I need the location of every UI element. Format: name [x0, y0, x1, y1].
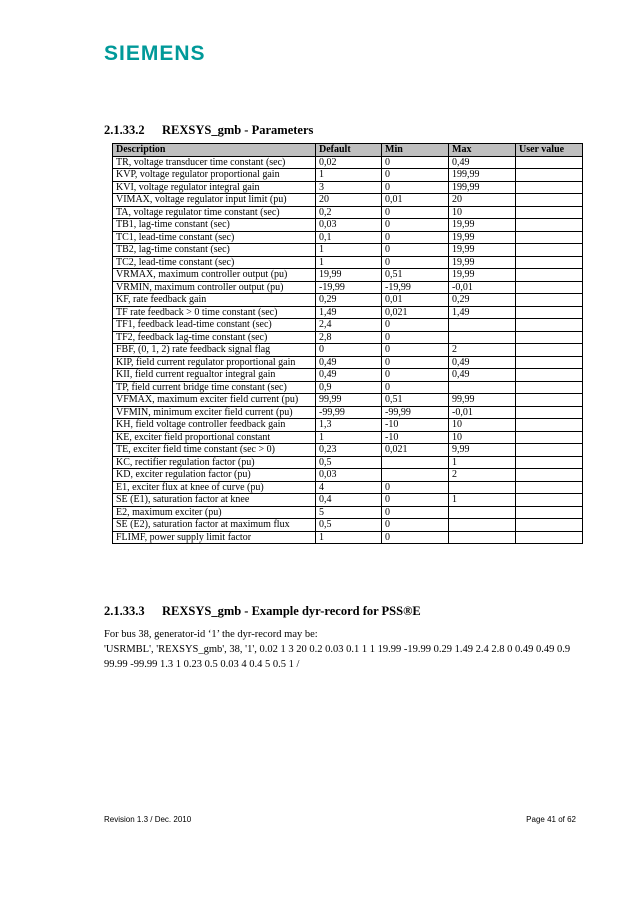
cell-description: VIMAX, voltage regulator input limit (pu) [113, 194, 316, 207]
cell-default: 0,49 [316, 369, 382, 382]
table-row [113, 469, 583, 482]
cell-description: TF1, feedback lead-time constant (sec) [113, 319, 316, 332]
table-row [113, 519, 583, 532]
cell-min: -10 [382, 419, 449, 432]
cell-max: 1 [449, 456, 516, 469]
cell-user-value [516, 444, 583, 457]
cell-user-value [516, 219, 583, 232]
cell-max: 2 [449, 469, 516, 482]
cell-description: VFMIN, minimum exciter field current (pu) [113, 406, 316, 419]
cell-default: 1 [316, 244, 382, 257]
cell-default: 5 [316, 506, 382, 519]
table-row [113, 431, 583, 444]
table-body [113, 156, 583, 544]
cell-default: 0,29 [316, 294, 382, 307]
cell-description: E2, maximum exciter (pu) [113, 506, 316, 519]
cell-user-value [516, 419, 583, 432]
cell-min [382, 456, 449, 469]
cell-default: 3 [316, 181, 382, 194]
cell-user-value [516, 431, 583, 444]
cell-user-value [516, 369, 583, 382]
cell-max: 10 [449, 431, 516, 444]
cell-default: 1,49 [316, 306, 382, 319]
table-row [113, 506, 583, 519]
table-row [113, 194, 583, 207]
cell-max: 19,99 [449, 269, 516, 282]
parameters-table [112, 143, 583, 544]
cell-description: TC1, lead-time constant (sec) [113, 231, 316, 244]
cell-default: 0,9 [316, 381, 382, 394]
cell-max: 19,99 [449, 256, 516, 269]
cell-max: 0,49 [449, 356, 516, 369]
table-row [113, 281, 583, 294]
cell-min: -10 [382, 431, 449, 444]
cell-user-value [516, 281, 583, 294]
cell-user-value [516, 344, 583, 357]
cell-description: TE, exciter field time constant (sec > 0) [113, 444, 316, 457]
cell-max: 99,99 [449, 394, 516, 407]
cell-description: VRMIN, maximum controller output (pu) [113, 281, 316, 294]
cell-min: 0 [382, 206, 449, 219]
cell-min: 0 [382, 369, 449, 382]
cell-user-value [516, 294, 583, 307]
cell-user-value [516, 156, 583, 169]
table-row [113, 344, 583, 357]
cell-description: KH, field voltage controller feedback gain [113, 419, 316, 432]
cell-min: 0 [382, 356, 449, 369]
cell-default: 20 [316, 194, 382, 207]
table-row [113, 419, 583, 432]
cell-max [449, 531, 516, 544]
cell-min: 0 [382, 519, 449, 532]
cell-default: 1 [316, 169, 382, 182]
cell-default: 0 [316, 344, 382, 357]
cell-max: 10 [449, 419, 516, 432]
cell-default: 1 [316, 531, 382, 544]
cell-min: 0 [382, 181, 449, 194]
cell-default: 0,5 [316, 456, 382, 469]
cell-min: 0 [382, 344, 449, 357]
cell-user-value [516, 356, 583, 369]
cell-description: TA, voltage regulator time constant (sec) [113, 206, 316, 219]
cell-user-value [516, 206, 583, 219]
cell-default: -19,99 [316, 281, 382, 294]
cell-description: KF, rate feedback gain [113, 294, 316, 307]
cell-user-value [516, 331, 583, 344]
table-row [113, 219, 583, 232]
table-row [113, 394, 583, 407]
cell-min: 0 [382, 231, 449, 244]
cell-min: 0,021 [382, 306, 449, 319]
cell-user-value [516, 506, 583, 519]
cell-user-value [516, 244, 583, 257]
table-header-row [113, 144, 583, 157]
cell-user-value [516, 456, 583, 469]
cell-default: 0,5 [316, 519, 382, 532]
cell-description: KVP, voltage regulator proportional gain [113, 169, 316, 182]
dyr-record: 'USRMBL', 'REXSYS_gmb', 38, '1', 0.02 1 3 20 0.2 0.03 0.1 1 1 19.99 -19.99 0.29 1.49 2.4 2.8 0 0.49 0.49 0.9 99.99 -99.99 1.3 1 0.23 0.5 0.03 4 0.4 5 0.5 1 / [104, 644, 571, 670]
cell-description: TP, field current bridge time constant (sec) [113, 381, 316, 394]
section-heading-example [104, 604, 421, 619]
table-row [113, 381, 583, 394]
cell-default: 0,03 [316, 219, 382, 232]
cell-description: KC, rectifier regulation factor (pu) [113, 456, 316, 469]
cell-description: SE (E1), saturation factor at knee [113, 494, 316, 507]
cell-user-value [516, 256, 583, 269]
cell-min: 0 [382, 381, 449, 394]
cell-user-value [516, 194, 583, 207]
cell-user-value [516, 181, 583, 194]
cell-default: 0,49 [316, 356, 382, 369]
section-number: 2.1.33.2 [104, 123, 145, 137]
table-row [113, 494, 583, 507]
cell-description: E1, exciter flux at knee of curve (pu) [113, 481, 316, 494]
cell-min: 0 [382, 169, 449, 182]
cell-description: FLIMF, power supply limit factor [113, 531, 316, 544]
cell-description: SE (E2), saturation factor at maximum flux [113, 519, 316, 532]
table-row [113, 206, 583, 219]
cell-default: 0,02 [316, 156, 382, 169]
cell-default: 0,4 [316, 494, 382, 507]
cell-min: 0,01 [382, 194, 449, 207]
cell-max: 0,49 [449, 156, 516, 169]
cell-user-value [516, 306, 583, 319]
cell-min: 0 [382, 494, 449, 507]
column-header-max: Max [449, 144, 516, 157]
cell-default: 1 [316, 256, 382, 269]
cell-user-value [516, 406, 583, 419]
cell-min: 0,021 [382, 444, 449, 457]
cell-default: 2,8 [316, 331, 382, 344]
cell-min: -99,99 [382, 406, 449, 419]
cell-default: 1,3 [316, 419, 382, 432]
table-row [113, 269, 583, 282]
cell-min: 0 [382, 219, 449, 232]
cell-user-value [516, 469, 583, 482]
cell-max: 19,99 [449, 231, 516, 244]
cell-description: TB2, lag-time constant (sec) [113, 244, 316, 257]
table-row [113, 356, 583, 369]
table-row [113, 444, 583, 457]
cell-default: 99,99 [316, 394, 382, 407]
cell-max [449, 331, 516, 344]
cell-user-value [516, 231, 583, 244]
cell-description: TC2, lead-time constant (sec) [113, 256, 316, 269]
cell-description: FBF, (0, 1, 2) rate feedback signal flag [113, 344, 316, 357]
cell-max: -0,01 [449, 281, 516, 294]
cell-default: 0,03 [316, 469, 382, 482]
cell-user-value [516, 394, 583, 407]
column-header-default: Default [316, 144, 382, 157]
section-title: REXSYS_gmb - Example dyr-record for PSS®E [162, 604, 421, 618]
table-row [113, 406, 583, 419]
cell-min: 0 [382, 244, 449, 257]
cell-max [449, 319, 516, 332]
cell-default: 0,1 [316, 231, 382, 244]
cell-max: 199,99 [449, 181, 516, 194]
cell-description: TR, voltage transducer time constant (sec) [113, 156, 316, 169]
cell-min: 0 [382, 531, 449, 544]
cell-description: KVI, voltage regulator integral gain [113, 181, 316, 194]
cell-user-value [516, 169, 583, 182]
column-header-min: Min [382, 144, 449, 157]
cell-min: 0,01 [382, 294, 449, 307]
cell-max: 19,99 [449, 244, 516, 257]
cell-default: 4 [316, 481, 382, 494]
section-title: REXSYS_gmb - Parameters [162, 123, 314, 137]
section-number: 2.1.33.3 [104, 604, 145, 618]
column-header-description: Description [113, 144, 316, 157]
cell-min: -19,99 [382, 281, 449, 294]
table-row [113, 319, 583, 332]
cell-min: 0,51 [382, 269, 449, 282]
table-row [113, 306, 583, 319]
cell-min: 0 [382, 256, 449, 269]
footer-page-number: Page 41 of 62 [526, 815, 576, 824]
cell-max: 9,99 [449, 444, 516, 457]
cell-default: 2,4 [316, 319, 382, 332]
cell-max: 2 [449, 344, 516, 357]
cell-max: 20 [449, 194, 516, 207]
cell-min: 0,51 [382, 394, 449, 407]
cell-min: 0 [382, 331, 449, 344]
cell-description: KIP, field current regulator proportional gain [113, 356, 316, 369]
cell-max: 1 [449, 494, 516, 507]
cell-default: 1 [316, 431, 382, 444]
cell-user-value [516, 494, 583, 507]
cell-max: 0,49 [449, 369, 516, 382]
cell-min: 0 [382, 319, 449, 332]
table-row [113, 481, 583, 494]
table-row [113, 169, 583, 182]
cell-user-value [516, 519, 583, 532]
cell-description: TB1, lag-time constant (sec) [113, 219, 316, 232]
column-header-user-value: User value [516, 144, 583, 157]
table-row [113, 294, 583, 307]
cell-max: 10 [449, 206, 516, 219]
cell-max [449, 519, 516, 532]
section-heading-parameters [104, 123, 313, 138]
table-row [113, 456, 583, 469]
cell-user-value [516, 531, 583, 544]
table-row [113, 231, 583, 244]
cell-description: KE, exciter field proportional constant [113, 431, 316, 444]
cell-max: -0,01 [449, 406, 516, 419]
cell-description: TF2, feedback lag-time constant (sec) [113, 331, 316, 344]
cell-default: 0,23 [316, 444, 382, 457]
cell-user-value [516, 381, 583, 394]
cell-max [449, 506, 516, 519]
cell-max [449, 381, 516, 394]
cell-max [449, 481, 516, 494]
cell-description: VFMAX, maximum exciter field current (pu) [113, 394, 316, 407]
cell-min: 0 [382, 156, 449, 169]
table-row [113, 331, 583, 344]
cell-description: VRMAX, maximum controller output (pu) [113, 269, 316, 282]
cell-default: 0,2 [316, 206, 382, 219]
siemens-logo: SIEMENS [104, 42, 206, 65]
cell-max: 199,99 [449, 169, 516, 182]
cell-user-value [516, 481, 583, 494]
table-row [113, 369, 583, 382]
cell-max: 0,29 [449, 294, 516, 307]
cell-description: TF rate feedback > 0 time constant (sec) [113, 306, 316, 319]
cell-user-value [516, 319, 583, 332]
example-intro: For bus 38, generator-id ‘1’ the dyr-record may be: [104, 629, 318, 640]
table-row [113, 244, 583, 257]
cell-default: -99,99 [316, 406, 382, 419]
cell-min: 0 [382, 481, 449, 494]
table-row [113, 531, 583, 544]
table-row [113, 156, 583, 169]
cell-description: KII, field current regualtor integral gain [113, 369, 316, 382]
cell-user-value [516, 269, 583, 282]
cell-description: KD, exciter regulation factor (pu) [113, 469, 316, 482]
table-row [113, 181, 583, 194]
cell-default: 19,99 [316, 269, 382, 282]
cell-min [382, 469, 449, 482]
footer-revision: Revision 1.3 / Dec. 2010 [104, 815, 192, 824]
table-row [113, 256, 583, 269]
cell-max: 1,49 [449, 306, 516, 319]
cell-max: 19,99 [449, 219, 516, 232]
cell-min: 0 [382, 506, 449, 519]
